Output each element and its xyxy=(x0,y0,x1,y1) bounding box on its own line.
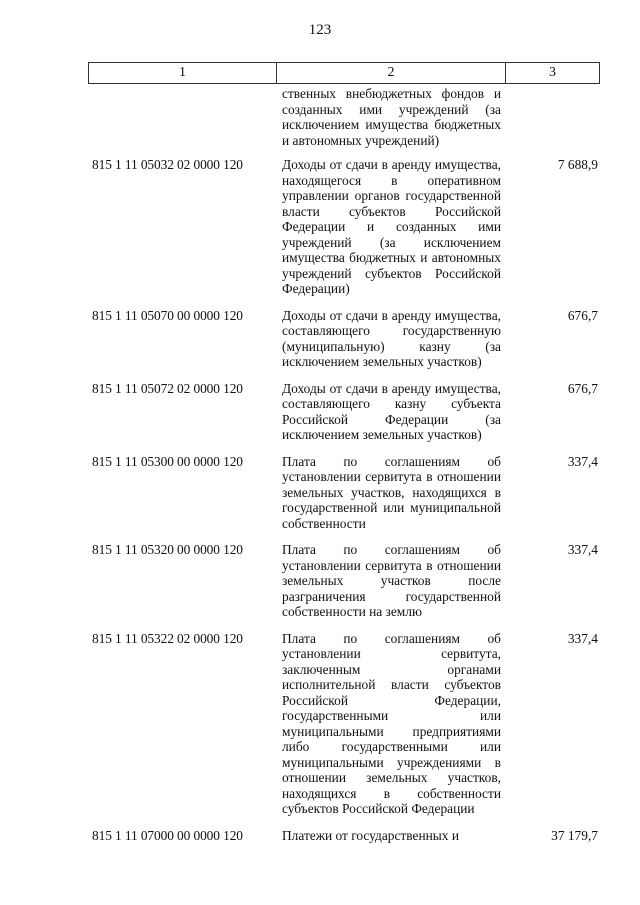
column-header-2: 2 xyxy=(277,63,506,83)
amount: 337,4 xyxy=(567,542,598,557)
amount: 676,7 xyxy=(567,307,598,323)
income-description: Доходы от сдачи в аренду имущества, находящегося в оперативном управлении органов государственной власти субъектов Российской Федерации и созданных ими учреждений (за исключением имущества бюджетных и автономных учреждений субъектов Российской Федерации) xyxy=(282,157,501,296)
income-description: Плата по соглашениям об установлении сервитута, заключенным органами исполнительной власти субъектов Российской Федерации, государственными или муниципальными предприятиями либо государственными или муниципальными учреждениями в отношении земельных участков, находящихся в собственности субъектов Российской Федерации xyxy=(282,630,501,816)
table-row xyxy=(88,631,600,817)
amount: 37 179,7 xyxy=(551,827,598,843)
income-description: ственных внебюджетных фондов и созданных ими учреждений (за исключением имущества бюджетных и автономных учреждений) xyxy=(282,86,501,148)
amount: 7 688,9 xyxy=(557,157,598,172)
income-description: Плата по соглашениям об установлении сервитута в отношении земельных участков после разграничения государственной собственности на землю xyxy=(282,542,501,619)
income-description: Платежи от государственных и xyxy=(282,827,460,843)
table-row xyxy=(88,86,600,148)
budget-code: 815 1 11 05072 02 0000 120 xyxy=(92,380,243,396)
table-row xyxy=(88,157,600,297)
budget-code xyxy=(88,86,276,148)
income-description: Доходы от сдачи в аренду имущества, составляющего государственную (муниципальную) казну (за исключением земельных участков) xyxy=(282,307,501,369)
column-header-1: 1 xyxy=(89,63,277,83)
budget-code: 815 1 11 05032 02 0000 120 xyxy=(92,157,243,172)
income-description: Плата по соглашениям об установлении сервитута в отношении земельных участков, находящихся в государственной или муниципальной собственности xyxy=(282,453,501,531)
table-header xyxy=(88,62,600,84)
budget-code: 815 1 11 05070 00 0000 120 xyxy=(92,307,243,323)
amount: 676,7 xyxy=(567,380,598,396)
table-row xyxy=(88,542,600,620)
amount xyxy=(505,86,600,148)
table-row xyxy=(88,381,600,443)
page-number: 123 xyxy=(308,22,332,38)
budget-code: 815 1 11 05320 00 0000 120 xyxy=(92,542,243,557)
table-body xyxy=(88,86,600,854)
table-row xyxy=(88,828,600,844)
budget-code: 815 1 11 05300 00 0000 120 xyxy=(92,453,243,469)
column-header-3: 3 xyxy=(549,65,556,80)
amount: 337,4 xyxy=(567,453,598,469)
table-row xyxy=(88,308,600,370)
budget-code: 815 1 11 05322 02 0000 120 xyxy=(92,630,243,646)
budget-code: 815 1 11 07000 00 0000 120 xyxy=(92,827,243,843)
amount: 337,4 xyxy=(567,630,598,646)
income-description: Доходы от сдачи в аренду имущества, составляющего казну субъекта Российской Федерации (за исключением земельных участков) xyxy=(282,380,501,442)
table-row xyxy=(88,454,600,532)
